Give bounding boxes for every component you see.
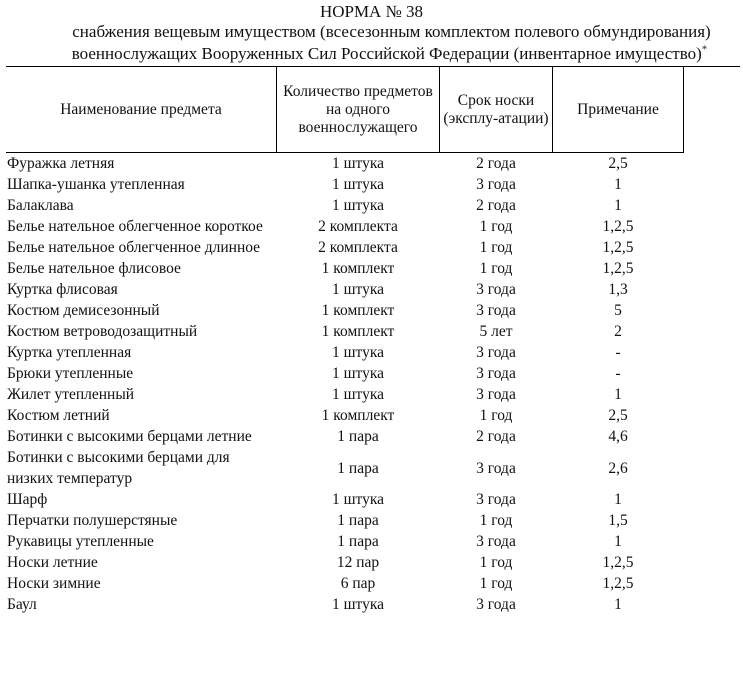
- table-row: [6, 195, 684, 216]
- column-header-quantity: Количество предметов на одного военнослужащего: [277, 67, 440, 153]
- item-term-cell: 1 год: [479, 239, 513, 256]
- table-row: [6, 426, 684, 447]
- item-term-cell: 3 года: [476, 596, 516, 613]
- table-row: [6, 363, 684, 384]
- item-name-cell: Куртка флисовая: [7, 281, 118, 298]
- item-name-cell: Белье нательное облегченное длинное: [7, 239, 261, 256]
- item-term-cell: 1 год: [479, 407, 513, 424]
- subtitle-line2-text: военнослужащих Вооруженных Сил Российской Федерации (инвентарное имущество): [71, 44, 702, 63]
- item-term-cell: 1 год: [479, 575, 513, 592]
- item-note-cell: 1,5: [608, 512, 628, 529]
- table-body: [6, 153, 684, 616]
- column-header-name: Наименование предмета: [6, 67, 277, 153]
- footnote-mark: *: [701, 43, 708, 56]
- table-row: [6, 405, 684, 426]
- item-name-cell: Баул: [7, 596, 37, 613]
- item-quantity-cell: 2 комплекта: [318, 218, 398, 235]
- item-note-cell: 1,3: [608, 281, 628, 298]
- table-row: [6, 216, 684, 237]
- item-quantity-cell: 12 пар: [336, 554, 380, 571]
- table-row: [6, 258, 684, 279]
- item-note-cell: 5: [614, 302, 622, 319]
- norm-table: [6, 67, 684, 615]
- item-quantity-cell: 1 комплект: [321, 302, 395, 319]
- item-note-cell: 2,5: [608, 155, 628, 172]
- item-name-cell: Костюм ветроводозащитный: [7, 323, 198, 340]
- table-row: [6, 384, 684, 405]
- item-name-cell: Жилет утепленный: [7, 386, 135, 403]
- item-name-cell: Костюм летний: [7, 407, 110, 424]
- item-quantity-cell: 1 штука: [331, 344, 385, 361]
- item-note-cell: 2,5: [608, 407, 628, 424]
- item-quantity-cell: 1 комплект: [321, 260, 395, 277]
- table-row: [6, 489, 684, 510]
- item-name-cell: Шарф: [7, 491, 48, 508]
- item-name-cell: Брюки утепленные: [7, 365, 134, 382]
- item-name-cell: Ботинки с высокими берцами для низких температур: [7, 449, 230, 487]
- table-row: [6, 573, 684, 594]
- table-row: [6, 510, 684, 531]
- item-name-cell: Перчатки полушерстяные: [7, 512, 178, 529]
- item-name-cell: Белье нательное флисовое: [7, 260, 181, 277]
- item-note-cell: 1,2,5: [602, 260, 634, 277]
- item-term-cell: 2 года: [476, 155, 516, 172]
- item-name-cell: Носки летние: [7, 554, 98, 571]
- item-note-cell: 1: [614, 176, 622, 193]
- item-term-cell: 3 года: [476, 491, 516, 508]
- table-row: [6, 342, 684, 363]
- item-term-cell: 3 года: [476, 176, 516, 193]
- item-name-cell: Костюм демисезонный: [7, 302, 160, 319]
- item-note-cell: 2: [614, 323, 622, 340]
- item-term-cell: 3 года: [476, 281, 516, 298]
- item-name-cell: Куртка утепленная: [7, 344, 132, 361]
- item-quantity-cell: 1 штука: [331, 176, 385, 193]
- item-note-cell: -: [615, 344, 621, 361]
- table-row: [6, 279, 684, 300]
- table-row: [6, 552, 684, 573]
- item-quantity-cell: 1 штука: [331, 197, 385, 214]
- item-note-cell: -: [615, 365, 621, 382]
- item-name-cell: Ботинки с высокими берцами летние: [7, 428, 252, 445]
- table-row: [6, 531, 684, 552]
- item-note-cell: 1,2,5: [602, 554, 634, 571]
- table-row: [6, 447, 684, 489]
- item-note-cell: 1: [614, 596, 622, 613]
- item-quantity-cell: 1 пара: [337, 459, 379, 477]
- item-note-cell: 1: [614, 197, 622, 214]
- table-row: [6, 153, 684, 175]
- item-term-cell: 5 лет: [479, 323, 513, 340]
- item-note-cell: 1,2,5: [602, 575, 634, 592]
- item-term-cell: 3 года: [476, 344, 516, 361]
- item-quantity-cell: 1 штука: [331, 491, 385, 508]
- item-term-cell: 1 год: [479, 218, 513, 235]
- column-header-note: Примечание: [553, 67, 684, 153]
- table-row: [6, 594, 684, 615]
- item-term-cell: 3 года: [476, 533, 516, 550]
- item-term-cell: 2 года: [476, 197, 516, 214]
- table-header-row: [6, 67, 684, 153]
- item-quantity-cell: 1 комплект: [321, 407, 395, 424]
- item-quantity-cell: 6 пар: [340, 575, 376, 592]
- table-row: [6, 321, 684, 342]
- document-title: НОРМА № 38: [319, 2, 424, 21]
- item-term-cell: 3 года: [476, 386, 516, 403]
- item-name-cell: Фуражка летняя: [7, 155, 115, 172]
- document-subtitle-line1: снабжения вещевым имуществом (всесезонным комплектом полевого обмундирования): [72, 22, 711, 41]
- item-term-cell: 1 год: [479, 260, 513, 277]
- table-row: [6, 300, 684, 321]
- item-quantity-cell: 1 штука: [331, 596, 385, 613]
- item-quantity-cell: 1 пара: [337, 512, 379, 529]
- item-quantity-cell: 1 штука: [331, 155, 385, 172]
- item-name-cell: Рукавицы утепленные: [7, 533, 154, 550]
- item-quantity-cell: 1 штука: [331, 386, 385, 403]
- item-term-cell: 1 год: [479, 512, 513, 529]
- item-quantity-cell: 1 штука: [331, 365, 385, 382]
- item-name-cell: Шапка-ушанка утепленная: [7, 176, 185, 193]
- item-note-cell: 1,2,5: [602, 218, 634, 235]
- document-subtitle-line2: [18, 43, 743, 64]
- table-row: [6, 237, 684, 258]
- item-quantity-cell: 1 пара: [337, 428, 379, 445]
- item-note-cell: 1: [614, 491, 622, 508]
- item-name-cell: Балаклава: [7, 197, 74, 214]
- item-quantity-cell: 2 комплекта: [318, 239, 398, 256]
- item-note-cell: 2,6: [608, 459, 628, 477]
- item-note-cell: 1: [614, 533, 622, 550]
- table-row: [6, 174, 684, 195]
- column-header-term: Срок носки (эксплу-атации): [440, 67, 553, 153]
- item-term-cell: 2 года: [476, 428, 516, 445]
- item-name-cell: Белье нательное облегченное короткое: [7, 218, 263, 235]
- item-term-cell: 3 года: [476, 365, 516, 382]
- item-term-cell: 3 года: [476, 459, 516, 477]
- item-term-cell: 3 года: [476, 302, 516, 319]
- item-term-cell: 1 год: [479, 554, 513, 571]
- item-note-cell: 1,2,5: [602, 239, 634, 256]
- item-name-cell: Носки зимние: [7, 575, 101, 592]
- item-quantity-cell: 1 пара: [337, 533, 379, 550]
- item-note-cell: 1: [614, 386, 622, 403]
- item-quantity-cell: 1 комплект: [321, 323, 395, 340]
- item-note-cell: 4,6: [608, 428, 628, 445]
- item-quantity-cell: 1 штука: [331, 281, 385, 298]
